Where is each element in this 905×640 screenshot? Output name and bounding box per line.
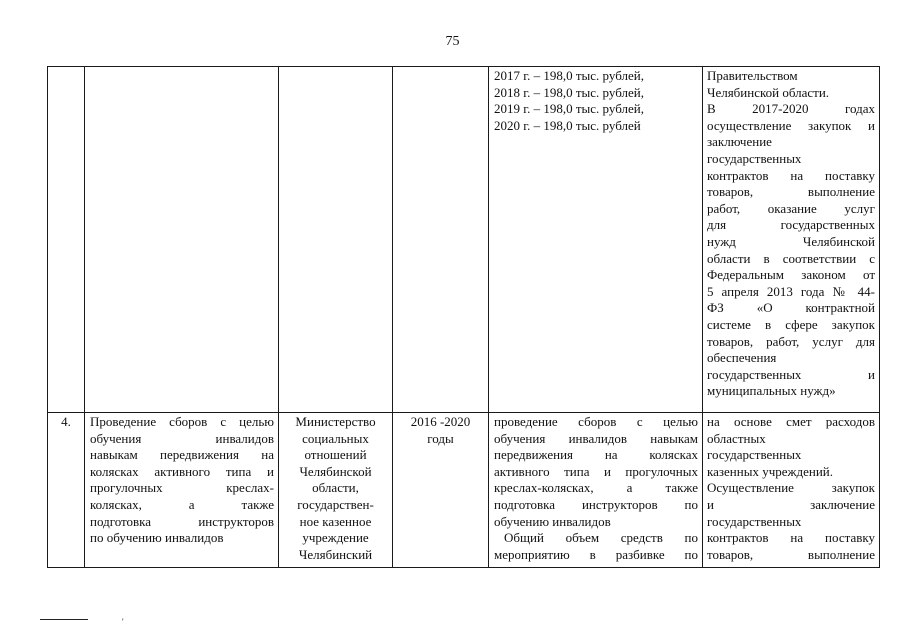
result-line: передвижения на колясках <box>494 447 698 463</box>
activity-line: навыкам передвижения на <box>90 447 274 463</box>
mechanism-line: государственных <box>707 447 802 463</box>
period-cell <box>393 414 488 447</box>
mechanism-line: Федеральным законом от <box>707 267 875 283</box>
mechanism-line: контрактов на поставку <box>707 167 875 183</box>
activity-line: колясках, а также <box>90 496 274 512</box>
executor-line: государствен- <box>297 496 374 512</box>
mechanism-cell <box>707 68 875 400</box>
mechanism-line: осуществление закупок и <box>707 117 875 133</box>
mechanism-line: работ, оказание услуг <box>707 200 875 216</box>
activity-line: колясках активного типа и <box>90 463 274 479</box>
row-separator <box>47 412 880 413</box>
mechanism-line: государственных <box>707 513 802 529</box>
funding-cell <box>494 68 698 134</box>
activity-line: по обучению инвалидов <box>90 530 224 546</box>
column-border <box>702 66 703 568</box>
mechanism-line: и заключение <box>707 496 875 512</box>
footnote-separator <box>40 619 88 620</box>
result-line: проведение сборов с целью <box>494 414 698 429</box>
mechanism-line: Осуществление закупок <box>707 480 875 496</box>
executor-line: ное казенное <box>299 513 372 529</box>
mechanism-line: казенных учреждений. <box>707 463 833 479</box>
executor-line: Министерство <box>295 414 376 429</box>
activity-line: обучения инвалидов <box>90 430 274 446</box>
column-border <box>84 66 85 568</box>
executor-cell <box>279 414 392 563</box>
mechanism-line: муниципальных нужд» <box>707 383 836 399</box>
column-border <box>488 66 489 568</box>
mechanism-line: заключение <box>707 134 772 150</box>
page-number: 75 <box>445 34 460 49</box>
mechanism-line: обеспечения <box>707 350 777 366</box>
mechanism-line: нужд Челябинской <box>707 233 875 249</box>
executor-line: отношений <box>304 447 367 463</box>
row-number-cell <box>48 414 84 431</box>
mechanism-line: области в соответствии с <box>707 250 875 266</box>
result-line: мероприятию в разбивке по <box>494 546 698 562</box>
result-line: обучению инвалидов <box>494 513 611 529</box>
column-border <box>392 66 393 568</box>
activity-line: Проведение сборов с целью <box>90 414 274 429</box>
mechanism-line: на основе смет расходов <box>707 414 875 429</box>
result-line: обучения инвалидов навыкам <box>494 430 698 446</box>
result-line: активного типа и прогулочных <box>494 463 698 479</box>
column-border <box>47 66 48 568</box>
activity-line: подготовка инструкторов <box>90 513 274 529</box>
period-line: годы <box>427 430 454 446</box>
executor-line: учреждение <box>302 530 369 546</box>
mechanism-line: В 2017-2020 годах <box>707 101 875 117</box>
mechanism-line: ФЗ «О контрактной <box>707 300 875 316</box>
result-cell <box>494 414 698 563</box>
result-line: подготовка инструкторов по <box>494 496 698 512</box>
mechanism-line: Челябинской области. <box>707 84 830 100</box>
mechanism-line: системе в сфере закупок <box>707 316 875 332</box>
footnote-mark: ' <box>122 617 124 627</box>
result-line: креслах-колясках, а также <box>494 480 698 496</box>
funding-line: 2019 г. – 198,0 тыс. рублей, <box>494 101 644 117</box>
activity-line: прогулочных креслах- <box>90 480 274 496</box>
mechanism-line: товаров, выполнение <box>707 184 875 200</box>
result-line: Общий объем средств по <box>504 530 698 546</box>
mechanism-line: Правительством <box>707 68 798 83</box>
table-top-border <box>47 66 880 67</box>
funding-line: 2017 г. – 198,0 тыс. рублей, <box>494 68 644 83</box>
mechanism-line: товаров, выполнение <box>707 546 875 562</box>
mechanism-line: государственных <box>707 150 802 166</box>
column-border <box>879 66 880 568</box>
period-line: 2016 -2020 <box>410 414 471 429</box>
executor-line: Челябинской <box>299 463 372 479</box>
mechanism-cell-row4 <box>707 414 875 566</box>
executor-line: Челябинский <box>298 546 373 562</box>
executor-line: социальных <box>302 430 369 446</box>
mechanism-line: контрактов на поставку <box>707 530 875 546</box>
mechanism-line: 5 апреля 2013 года № 44- <box>707 283 875 299</box>
funding-line: 2018 г. – 198,0 тыс. рублей, <box>494 84 644 100</box>
row-number: 4. <box>61 414 71 429</box>
executor-line: области, <box>312 480 359 496</box>
activity-cell <box>90 414 274 547</box>
mechanism-line: областных <box>707 430 766 446</box>
funding-line: 2020 г. – 198,0 тыс. рублей <box>494 117 641 133</box>
mechanism-line: для государственных <box>707 217 875 233</box>
mechanism-line: товаров, работ, услуг для <box>707 333 875 349</box>
mechanism-line: государственных и <box>707 366 875 382</box>
table-bottom-border <box>47 567 880 568</box>
